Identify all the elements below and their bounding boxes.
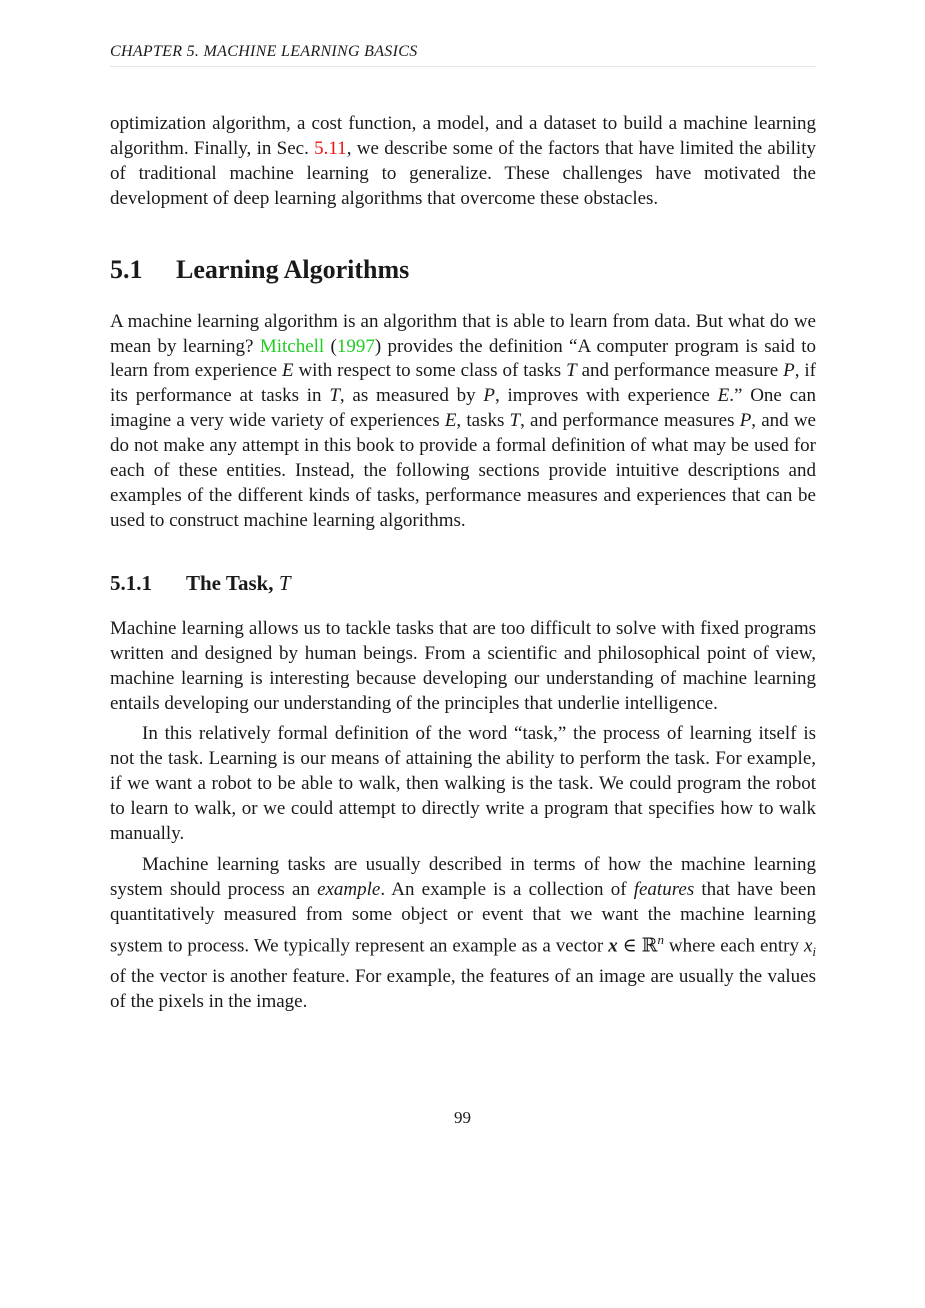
intro-paragraph (110, 112, 816, 212)
math-superscript-n: n (657, 931, 664, 947)
emphasis-example: example (317, 878, 381, 900)
text: of the vector is another feature. For example, the features of an image are usually the values of the pixels in the image. (110, 965, 816, 1012)
page-number: 99 (454, 1108, 471, 1127)
citation-year-link[interactable]: 1997 (336, 335, 375, 357)
text: that have been quantitatively measured from some object or event that we want the machine learning system to process. We typically represent an example as a vector (110, 878, 816, 956)
subsection-heading (110, 570, 816, 596)
text: Machine learning tasks are usually described in terms of how the machine learning system should process an (110, 853, 816, 900)
text: , tasks (456, 410, 510, 432)
math-reals: ℝ (641, 934, 658, 956)
section-title: Learning Algorithms (176, 254, 410, 284)
subsection-paragraph-1: Machine learning allows us to tackle tasks that are too difficult to solve with fixed programs written and designed by human beings. From a scientific and philosophical point of view, machine learning is interesting because developing our understanding of machine learning entails developing our understanding of the principles that underlie intelligence. (110, 617, 816, 714)
text: ) provides the definition “A computer program is said to learn from experience (110, 335, 816, 382)
text: . An example is a collection of (380, 878, 634, 900)
text: where each entry (663, 934, 804, 956)
math-vector-x: x (608, 934, 618, 956)
text: ( (324, 335, 337, 357)
math-var-x: x (803, 934, 813, 956)
math-subscript-i: i (812, 943, 816, 959)
text: .” One can imagine a very wide variety of experiences (110, 385, 816, 432)
math-var-E: E (281, 360, 294, 382)
text: , and performance measures (520, 410, 740, 432)
math-var-P: P (739, 410, 752, 432)
subsection-number: 5.1.1 (110, 570, 152, 595)
intro-text-1: optimization algorithm, a cost function, a model, and a dataset to build a machine learning algorithm. Finally, in Sec. (110, 113, 816, 159)
math-var-P: P (783, 360, 795, 382)
text: A machine learning algorithm is an algorithm that is able to learn from data. But what do we mean by learning? (110, 310, 816, 357)
math-var-T: T (329, 385, 340, 407)
text: and performance measure (576, 360, 784, 382)
math-in: ∈ (617, 934, 642, 956)
section-heading (110, 254, 816, 286)
math-var-E: E (444, 410, 457, 432)
emphasis-features: features (633, 878, 695, 900)
running-head: CHAPTER 5. MACHINE LEARNING BASICS (110, 43, 816, 67)
subsection-title: The Task, (186, 570, 279, 595)
text: , if its performance at tasks in (110, 360, 816, 407)
citation-author-link[interactable]: Mitchell (259, 335, 325, 357)
text: , as measured by (339, 385, 484, 407)
text: , and we do not make any attempt in this book to provide a formal definition of what may be used for each of these entities. Instead, the following sections provide intuitive descriptions and examples of the different kinds of tasks, performance measures and experiences that can be used to construct machine learning algorithms. (110, 410, 816, 531)
subsection-title-var: T (278, 570, 291, 595)
section-number: 5.1 (110, 254, 143, 284)
math-var-T: T (566, 360, 577, 382)
intro-text-2: , we describe some of the factors that have limited the ability of traditional machine learning to generalize. These challenges have motivated the development of deep learning algorithms that overcome these obstacles. (110, 137, 816, 209)
text: , improves with experience (495, 385, 718, 407)
math-var-T: T (509, 410, 521, 432)
subsection-paragraph-3 (110, 853, 816, 1015)
section-ref-link[interactable]: 5.11 (314, 137, 347, 159)
page-body (110, 112, 816, 1015)
math-var-E: E (717, 385, 730, 407)
section-paragraph-1 (110, 310, 816, 534)
math-var-P: P (483, 385, 495, 407)
subsection-paragraph-2: In this relatively formal definition of the word “task,” the process of learning itself is not the task. Learning is our means of attaining the ability to perform the task. For example, if we want a robot to be able to walk, then walking is the task. We could program the robot to learn to walk, or we could attempt to directly write a program that specifies how to walk manually. (110, 723, 816, 845)
text: with respect to some class of tasks (293, 360, 567, 382)
